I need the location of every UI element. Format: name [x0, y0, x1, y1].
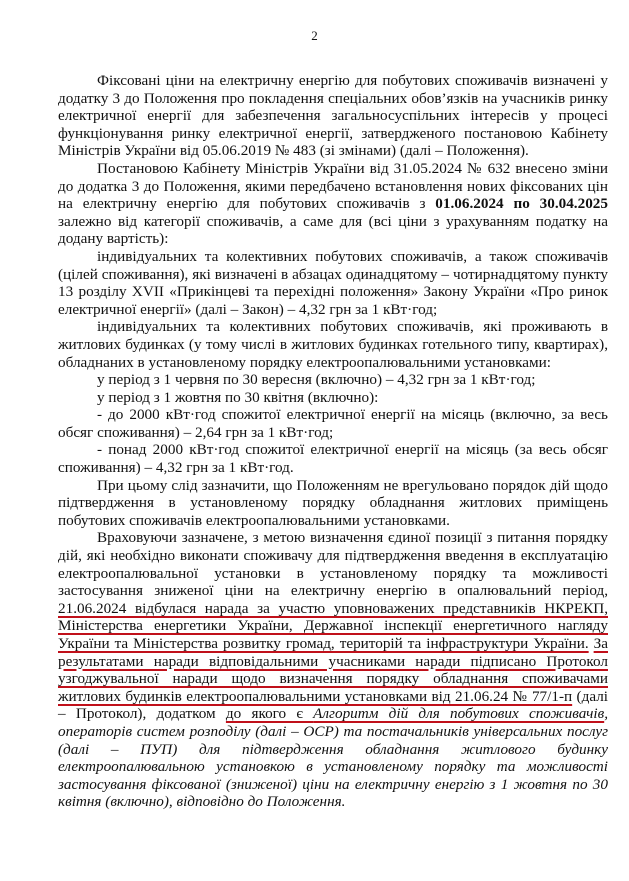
- highlight-meeting-date: 21.06.2024 відбулася нарада за участю уповноважених представників НКРЕКП, Міністерства енергетики України, Державної інспекції енергетичного нагляду України та Міністерства розвитку громад, територій та інфраструктури України.: [58, 599, 608, 652]
- list-item-under-2000: - до 2000 кВт·год спожитої електричної енергії на місяць (включно, за весь обсяг споживання) – 2,64 грн за 1 кВт·год;: [58, 406, 608, 441]
- list-item-summer-period: у період з 1 червня по 30 вересня (включно) – 4,32 грн за 1 кВт·год;: [97, 371, 536, 389]
- highlight-algorithm: Алгоритм дій для побутових споживачів: [313, 705, 605, 723]
- paragraph-meeting: Враховуючи зазначене, з метою визначення єдиної позиції з питання порядку дій, які необхідно виконати споживачу для підтвердження введення в експлуатацію електроопалювальної установки в установленому порядку та можливості застосування зниженої ціни на електричну енергію в опалювальний період, 21.06.2024 відбулася нарада за участю уповноважених представників НКРЕКП, Міністерства енергетики України, Державної інспекції енергетичного нагляду України та Міністерства розвитку громад, територій та інфраструктури України. За результатами наради відповідальними учасниками наради підписано Протокол узгоджувальної наради щодо визначення порядку обладнання споживачами житлових будинків електроопалювальними установками від 21.06.24 № 77/1-п (далі – Протокол), додатком до якого є Алгоритм дій для побутових споживачів, операторів систем розподілу (далі – ОСР) та постачальників універсальних послуг (далі – ПУП) для підтвердження обладнання житлового будинку електроопалювальною установкою в установленому порядку та можливості застосування фіксованої (зниженої) ціни на електричну енергію з 1 жовтня по 30 квітня (включно), відповідно до Положення.: [58, 529, 608, 811]
- list-item-over-2000: - понад 2000 кВт·год спожитої електричної енергії на місяць (за весь обсяг споживання) – 4,32 грн за 1 кВт·год.: [58, 441, 608, 477]
- list-item-individual-consumers: індивідуальних та колективних побутових споживачів, а також споживачів (цілей споживання), які визначені в абзацах одинадцятому – чотирнадцятому пункту 13 розділу XVII «Прикінцеві та перехідні положення» Закону України «Про ринок електричної енергії» (далі – Закон) – 4,32 грн за 1 кВт·год;: [58, 247, 608, 318]
- highlight-appendix: до якого є: [225, 705, 314, 723]
- paragraph-resolution: Постановою Кабінету Міністрів України від 31.05.2024 № 632 внесено зміни до додатка 3 до Положення, якими передбачено встановлення нових фіксованих цін на електричну енергію для побутових споживачів з 01.06.2024 по 30.04.2025 залежно від категорії споживачів, а саме для (всі ціни з урахуванням податку на додану вартість):: [58, 159, 608, 248]
- document-body: [58, 72, 608, 811]
- paragraph-not-regulated: При цьому слід зазначити, що Положенням не врегульовано порядок дій щодо підтвердження в установленому порядку обладнання житлових приміщень побутових споживачів електроопалювальними установками.: [58, 476, 608, 529]
- highlight-protocol: За результатами наради відповідальними учасниками наради підписано Протокол узгоджувальної наради щодо визначення порядку обладнання споживачами житлових будинків електроопалювальними установками від 21.06.24 № 77/1-п: [58, 635, 608, 705]
- list-item-winter-period: у період з 1 жовтня по 30 квітня (включно):: [97, 388, 379, 406]
- list-item-electric-heating: індивідуальних та колективних побутових споживачів, які проживають в житлових будинках (у тому числі в житлових будинках готельного типу, квартирах), обладнаних в установленому порядку електроопалювальними установками:: [58, 318, 608, 371]
- paragraph-fixed-prices: Фіксовані ціни на електричну енергію для побутових споживачів визначені у додатку 3 до Положення про покладення спеціальних обов’язків на учасників ринку електричної енергії для забезпечення загальносуспільних інтересів у процесі функціонування ринку електричної енергії, затвердженого постановою Кабінету Міністрів України від 05.06.2019 № 483 (зі змінами) (далі – Положення).: [58, 72, 608, 160]
- date-range: 01.06.2024 по 30.04.2025: [435, 195, 608, 213]
- page-number: 2: [311, 28, 318, 43]
